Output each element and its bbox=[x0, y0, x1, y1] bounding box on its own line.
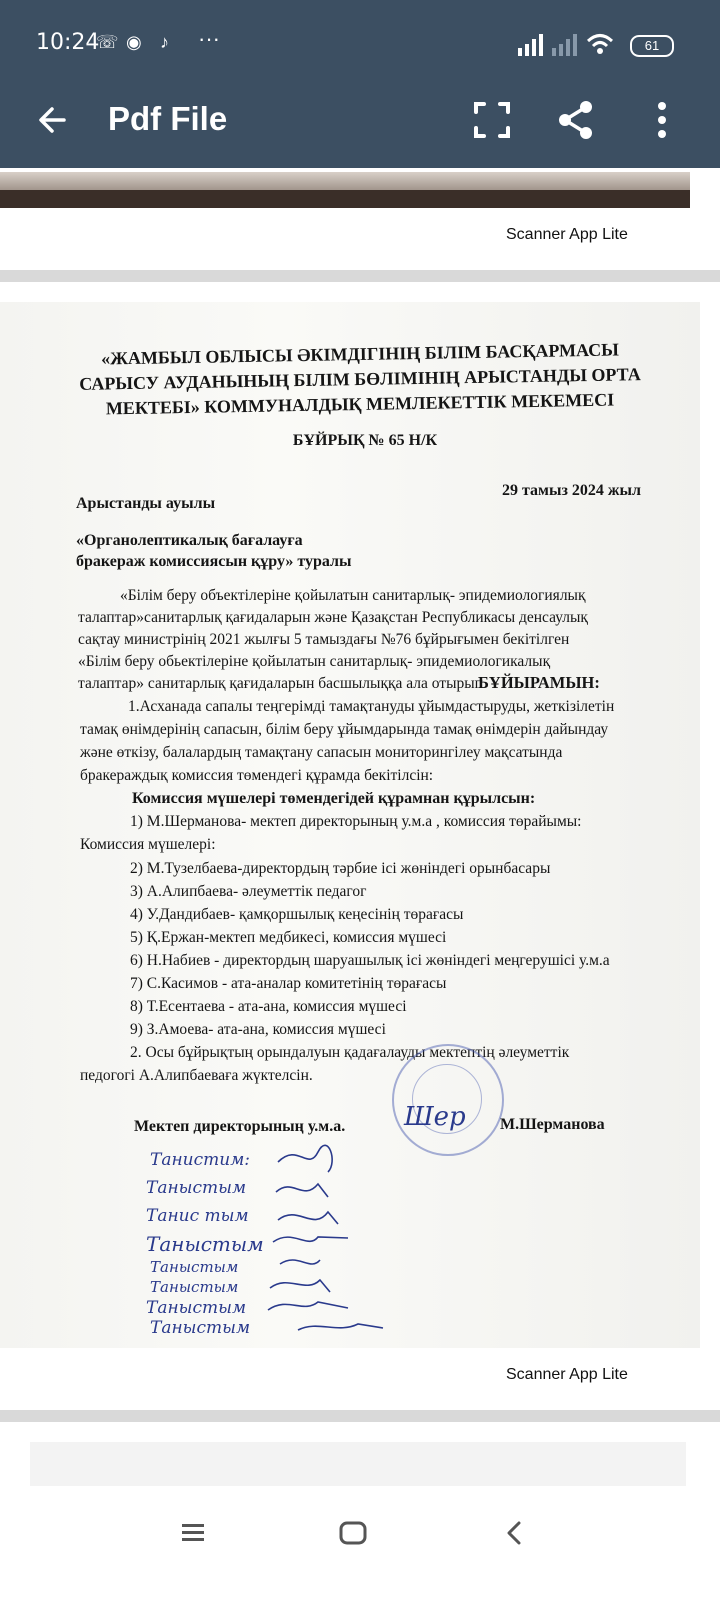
member-item: 4) У.Дандибаев- қамқоршылық кеңесінің төрағасы bbox=[130, 906, 464, 923]
page-separator bbox=[0, 1410, 720, 1422]
more-notifications-icon: ··· bbox=[198, 26, 220, 51]
doc-body-line: талаптар» санитарлық қағидаларын басшылыққа ала отырып bbox=[78, 675, 483, 692]
home-icon[interactable] bbox=[338, 1520, 368, 1546]
doc-body-line: «Білім беру обьектілеріне қойылатын санитарлық- эпидемиологикалық bbox=[78, 653, 551, 670]
commission-chair: 1) М.Шерманова- мектеп директорының у.м.а , комиссия төрайымы: bbox=[130, 813, 582, 830]
missed-call-icon: ☏ bbox=[96, 32, 119, 52]
page-watermark: Scanner App Lite bbox=[506, 226, 628, 243]
share-icon[interactable] bbox=[554, 98, 598, 142]
doc-point1-line: бракераждық комиссия төмендегі құрамда бекітілсін: bbox=[80, 767, 434, 784]
status-bar bbox=[0, 0, 720, 88]
status-time: 10:24 bbox=[36, 30, 100, 55]
acquainted-note: Таныстым bbox=[150, 1258, 239, 1276]
signer-name: М.Шерманова bbox=[500, 1116, 605, 1133]
member-item: 7) С.Касимов - ата-аналар комитетінің төрағасы bbox=[130, 975, 447, 992]
acquainted-note: Таныстым bbox=[146, 1232, 264, 1256]
doc-subject-line: бракераж комиссиясын құру» туралы bbox=[76, 553, 352, 570]
members-label: Комиссия мүшелері: bbox=[80, 836, 216, 853]
doc-header-line: МЕКТЕБІ» КОММУНАЛДЫҚ МЕМЛЕКЕТТІК МЕКЕМЕСІ bbox=[105, 389, 615, 419]
order-title: БҰЙРЫҚ № 65 Н/К bbox=[292, 432, 438, 449]
commission-heading: Комиссия мүшелері төмендегідей құрамнан құрылсын: bbox=[132, 790, 536, 807]
system-nav-bar bbox=[0, 1490, 720, 1600]
doc-header-line: «ЖАМБЫЛ ОБЛЫСЫ ӘКІМДІГІНІҢ БІЛІМ БАСҚАРМАСЫ bbox=[100, 339, 619, 369]
page-separator bbox=[0, 270, 720, 282]
acquainted-note: Таныстым bbox=[146, 1298, 247, 1318]
fullscreen-icon[interactable] bbox=[470, 98, 514, 142]
doc-point1-line: және өткізу, балалардың тамақтану сапасын мониторингілеу мақсатында bbox=[80, 744, 563, 761]
doc-point2-line: педогогі А.Алипбаеваға жүктелсін. bbox=[80, 1067, 313, 1084]
doc-point1-line: 1.Асханада сапалы теңгерімді тамақтануды ұйымдастыруды, жеткізілетін bbox=[128, 698, 615, 715]
acquainted-note: Таныстым bbox=[146, 1178, 247, 1198]
back-nav-icon[interactable] bbox=[504, 1520, 524, 1546]
member-signatures-icon bbox=[258, 1142, 388, 1342]
battery-icon: 61 bbox=[630, 35, 674, 57]
member-item: 6) Н.Набиев - директордың шаруашылық ісі жөніндегі меңгерушісі у.м.а bbox=[130, 952, 610, 969]
doc-place: Арыстанды ауылы bbox=[76, 495, 216, 512]
school-stamp-icon bbox=[392, 1044, 504, 1156]
acquainted-note: Танистим: bbox=[150, 1150, 251, 1170]
acquainted-note: Таныстым bbox=[150, 1318, 251, 1338]
doc-body-line: сақтау министрінің 2021 жылғы 5 тамыздағы №76 бұйрығымен бекітілген bbox=[78, 631, 570, 648]
decree-word: БҰЙЫРАМЫН: bbox=[478, 673, 600, 692]
document-page[interactable] bbox=[0, 302, 700, 1348]
signal-icon bbox=[518, 34, 546, 56]
signal-2-icon bbox=[552, 34, 580, 56]
wifi-icon bbox=[586, 32, 614, 56]
member-item: 5) Қ.Ержан-мектеп медбикесі, комиссия мүшесі bbox=[130, 929, 447, 946]
top-bar bbox=[0, 0, 720, 168]
more-vert-icon[interactable] bbox=[640, 98, 684, 142]
recent-apps-icon[interactable] bbox=[180, 1520, 206, 1544]
acquainted-note: Танис тым bbox=[146, 1206, 249, 1226]
doc-point2-line: 2. Осы бұйрықтың орындалуын қадағалауды мектептің әлеуметтік bbox=[130, 1044, 570, 1061]
member-item: 3) А.Алипбаева- әлеуметтік педагог bbox=[130, 883, 367, 900]
director-signature-icon: Шер bbox=[404, 1102, 466, 1132]
member-item: 2) М.Тузелбаева-директордың тәрбие ісі жөніндегі орынбасары bbox=[130, 860, 551, 877]
previous-page-bottom bbox=[0, 172, 690, 208]
member-item: 8) Т.Есентаева - ата-ана, комиссия мүшесі bbox=[130, 998, 407, 1015]
doc-date: 29 тамыз 2024 жыл bbox=[502, 482, 641, 499]
app-notification-icon: ◉ bbox=[126, 32, 142, 52]
arrow-left-icon[interactable] bbox=[34, 100, 74, 140]
tiktok-icon: ♪ bbox=[160, 32, 169, 52]
doc-body-line: талаптар»санитарлық қағидаларын және Қазақстан Республикасы денсаулық bbox=[78, 609, 588, 626]
page-title: Pdf File bbox=[108, 100, 228, 137]
signer-title: Мектеп директорының у.м.а. bbox=[134, 1118, 346, 1135]
doc-body-line: «Білім беру объектілеріне қойылатын санитарлық- эпидемиологиялық bbox=[120, 587, 586, 604]
doc-header-line: САРЫСУ АУДАНЫНЫҢ БІЛІМ БӨЛІМІНІҢ АРЫСТАНДЫ ОРТА bbox=[79, 364, 641, 394]
next-page-top bbox=[30, 1442, 686, 1486]
page-watermark: Scanner App Lite bbox=[506, 1366, 628, 1383]
acquainted-note: Таныстым bbox=[150, 1278, 239, 1296]
doc-point1-line: тамақ өнімдерінің сапасын, білім беру ұйымдарында тамақ өнімдерін дайындау bbox=[80, 721, 609, 738]
member-item: 9) З.Амоева- ата-ана, комиссия мүшесі bbox=[130, 1021, 386, 1038]
doc-subject-line: «Органолептикалық бағалауға bbox=[76, 532, 303, 549]
